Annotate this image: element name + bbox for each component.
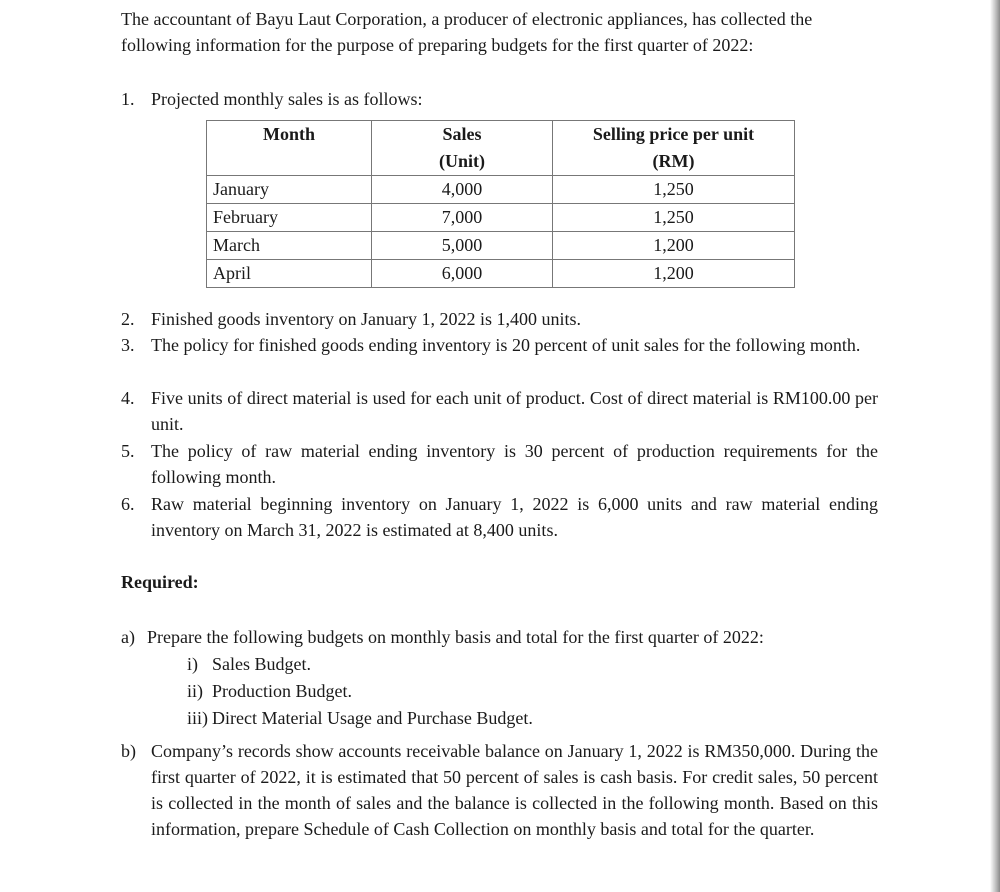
cell-price: 1,250 xyxy=(553,176,795,204)
sub-item xyxy=(187,705,533,731)
list-number: 5. xyxy=(121,441,135,461)
part-text: Prepare the following budgets on monthly basis and total for the first quarter of 2022: xyxy=(147,627,764,647)
table-header-row xyxy=(207,121,795,176)
header-price: Selling price per unit (RM) xyxy=(553,121,795,176)
sub-text: Direct Material Usage and Purchase Budget. xyxy=(212,708,533,728)
part-label: a) xyxy=(121,627,135,647)
sub-text: Sales Budget. xyxy=(212,654,311,674)
cell-month: February xyxy=(207,204,372,232)
list-number: 4. xyxy=(121,388,135,408)
sub-number: i) xyxy=(187,654,198,674)
header-month: Month xyxy=(207,121,372,176)
list-text: Projected monthly sales is as follows: xyxy=(151,89,423,109)
cell-month: January xyxy=(207,176,372,204)
cell-units: 7,000 xyxy=(372,204,553,232)
part-label: b) xyxy=(121,741,136,761)
header-sales: Sales (Unit) xyxy=(372,121,553,176)
cell-units: 6,000 xyxy=(372,260,553,288)
sub-text: Production Budget. xyxy=(212,681,352,701)
list-number: 1. xyxy=(121,89,135,109)
required-heading: Required: xyxy=(121,572,199,592)
sub-number: ii) xyxy=(187,681,203,701)
cell-price: 1,200 xyxy=(553,260,795,288)
sub-item xyxy=(187,651,311,677)
table-row xyxy=(207,260,795,288)
sub-number: iii) xyxy=(187,708,208,728)
cell-month: March xyxy=(207,232,372,260)
list-text: The policy of raw material ending inventory is 30 percent of production requirements for the following month. xyxy=(151,441,878,487)
part-text: Company’s records show accounts receivable balance on January 1, 2022 is RM350,000. During the first quarter of 2022, it is estimated that 50 percent of sales is cash basis. For credit sales, 50 percent is collected in the month of sales and the balance is collected in the following month. Based on this information, prepare Schedule of Cash Collection on monthly basis and total for the quarter. xyxy=(151,741,878,839)
cell-units: 5,000 xyxy=(372,232,553,260)
sales-table xyxy=(206,120,795,288)
cell-month: April xyxy=(207,260,372,288)
list-text: Raw material beginning inventory on January 1, 2022 is 6,000 units and raw material ending inventory on March 31, 2022 is estimated at 8,400 units. xyxy=(151,494,878,540)
list-number: 3. xyxy=(121,335,135,355)
list-text: The policy for finished goods ending inventory is 20 percent of unit sales for the following month. xyxy=(151,335,861,355)
intro-paragraph: The accountant of Bayu Laut Corporation, a producer of electronic appliances, has collected the following information for the purpose of preparing budgets for the first quarter of 2022: xyxy=(121,9,813,55)
list-number: 6. xyxy=(121,494,135,514)
list-number: 2. xyxy=(121,309,135,329)
page-edge-shadow xyxy=(990,0,1000,892)
table-row xyxy=(207,176,795,204)
cell-price: 1,250 xyxy=(553,204,795,232)
table-row xyxy=(207,204,795,232)
cell-units: 4,000 xyxy=(372,176,553,204)
table-row xyxy=(207,232,795,260)
list-text: Finished goods inventory on January 1, 2022 is 1,400 units. xyxy=(151,309,581,329)
cell-price: 1,200 xyxy=(553,232,795,260)
sub-item xyxy=(187,678,352,704)
list-text: Five units of direct material is used for each unit of product. Cost of direct material is RM100.00 per unit. xyxy=(151,388,878,434)
